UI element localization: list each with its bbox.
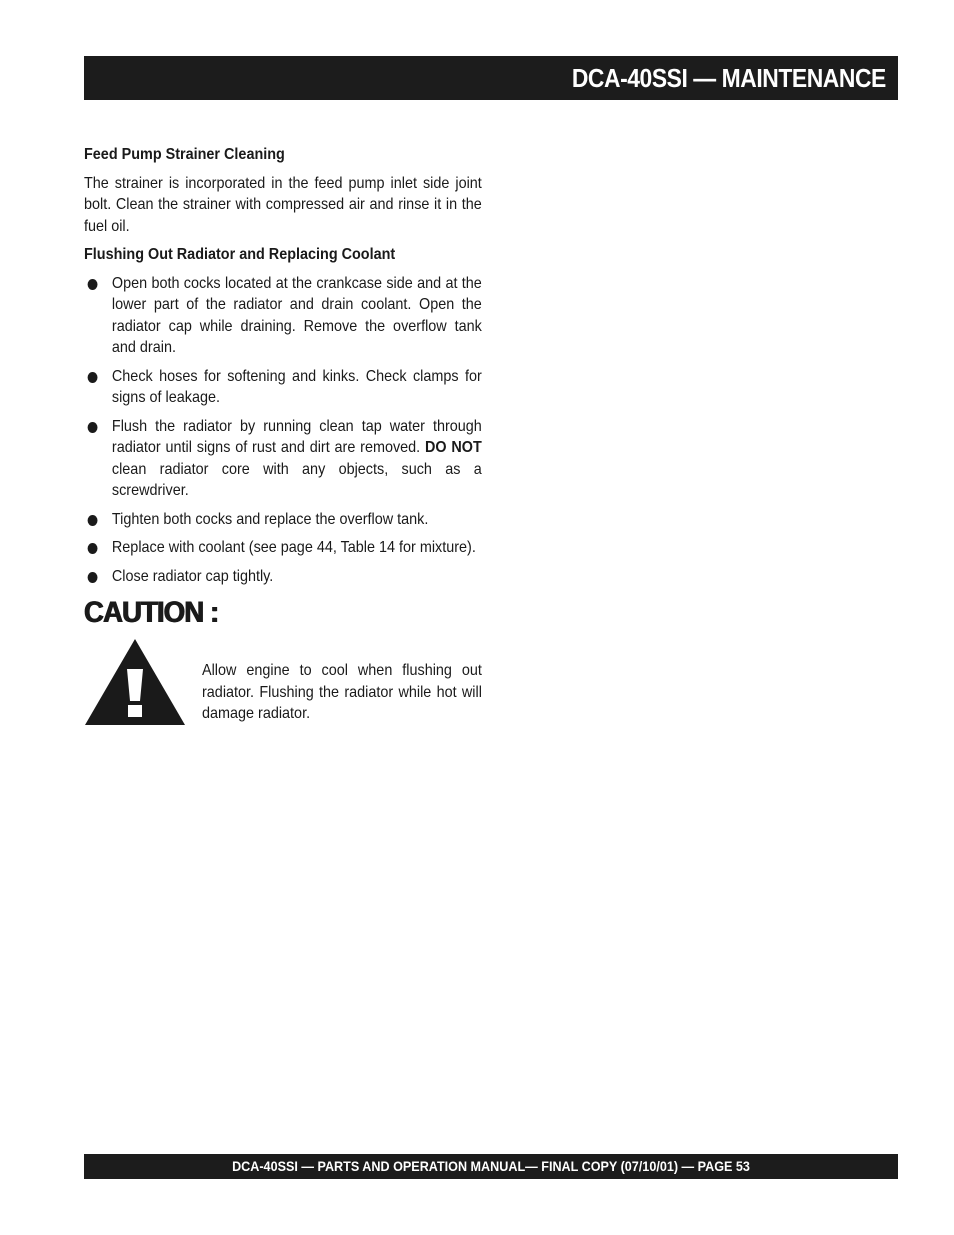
- section-heading-radiator: Flushing Out Radiator and Replacing Coolant: [84, 246, 396, 263]
- list-item: [84, 566, 482, 588]
- bullet-icon: [88, 279, 98, 290]
- list-item-text: Flush the radiator by running clean tap water through radiator until signs of rust and dirt are removed.: [111, 417, 482, 456]
- caution-heading: CAUTION :: [84, 596, 219, 629]
- list-item: [84, 537, 482, 559]
- radiator-steps-list: [84, 273, 482, 588]
- page-footer-bar: [84, 1154, 898, 1179]
- list-item-text: Tighten both cocks and replace the overflow tank.: [111, 510, 429, 528]
- section-heading-strainer: Feed Pump Strainer Cleaning: [84, 146, 285, 163]
- list-item-text: Replace with coolant (see page 44, Table 14 for mixture).: [111, 539, 476, 556]
- bullet-icon: [88, 515, 98, 526]
- section-body-strainer: The strainer is incorporated in the feed pump inlet side joint bolt. Clean the strainer with compressed air and rinse it in the fuel oil.: [84, 174, 482, 235]
- list-item-text: Close radiator cap tightly.: [111, 567, 274, 585]
- bullet-icon: [88, 572, 98, 583]
- list-item: [84, 366, 482, 409]
- bullet-icon: [88, 422, 98, 433]
- list-item-text: clean radiator core with any objects, such as a screwdriver.: [111, 460, 482, 499]
- main-column: [84, 144, 482, 594]
- page-title: DCA-40SSI — MAINTENANCE: [571, 63, 886, 93]
- list-item-text: Open both cocks located at the crankcase side and at the lower part of the radiator and drain coolant. Open the radiator cap while draining. Remove the overflow tank and drain.: [111, 274, 482, 356]
- caution-message: Allow engine to cool when flushing out radiator. Flushing the radiator while hot will damage radiator.: [202, 662, 482, 722]
- bullet-icon: [88, 372, 98, 383]
- list-item-text: Check hoses for softening and kinks. Check clamps for signs of leakage.: [111, 367, 482, 406]
- bullet-icon: [88, 543, 98, 554]
- list-item: [84, 416, 482, 502]
- list-item: [84, 509, 482, 531]
- page-header-bar: [84, 56, 898, 100]
- list-item: [84, 273, 482, 359]
- footer-text: DCA-40SSI — PARTS AND OPERATION MANUAL— FINAL COPY (07/10/01) — PAGE 53: [232, 1158, 750, 1174]
- do-not-emphasis: DO NOT: [424, 439, 482, 456]
- warning-triangle-icon: [84, 638, 186, 726]
- caution-text-block: [202, 660, 482, 725]
